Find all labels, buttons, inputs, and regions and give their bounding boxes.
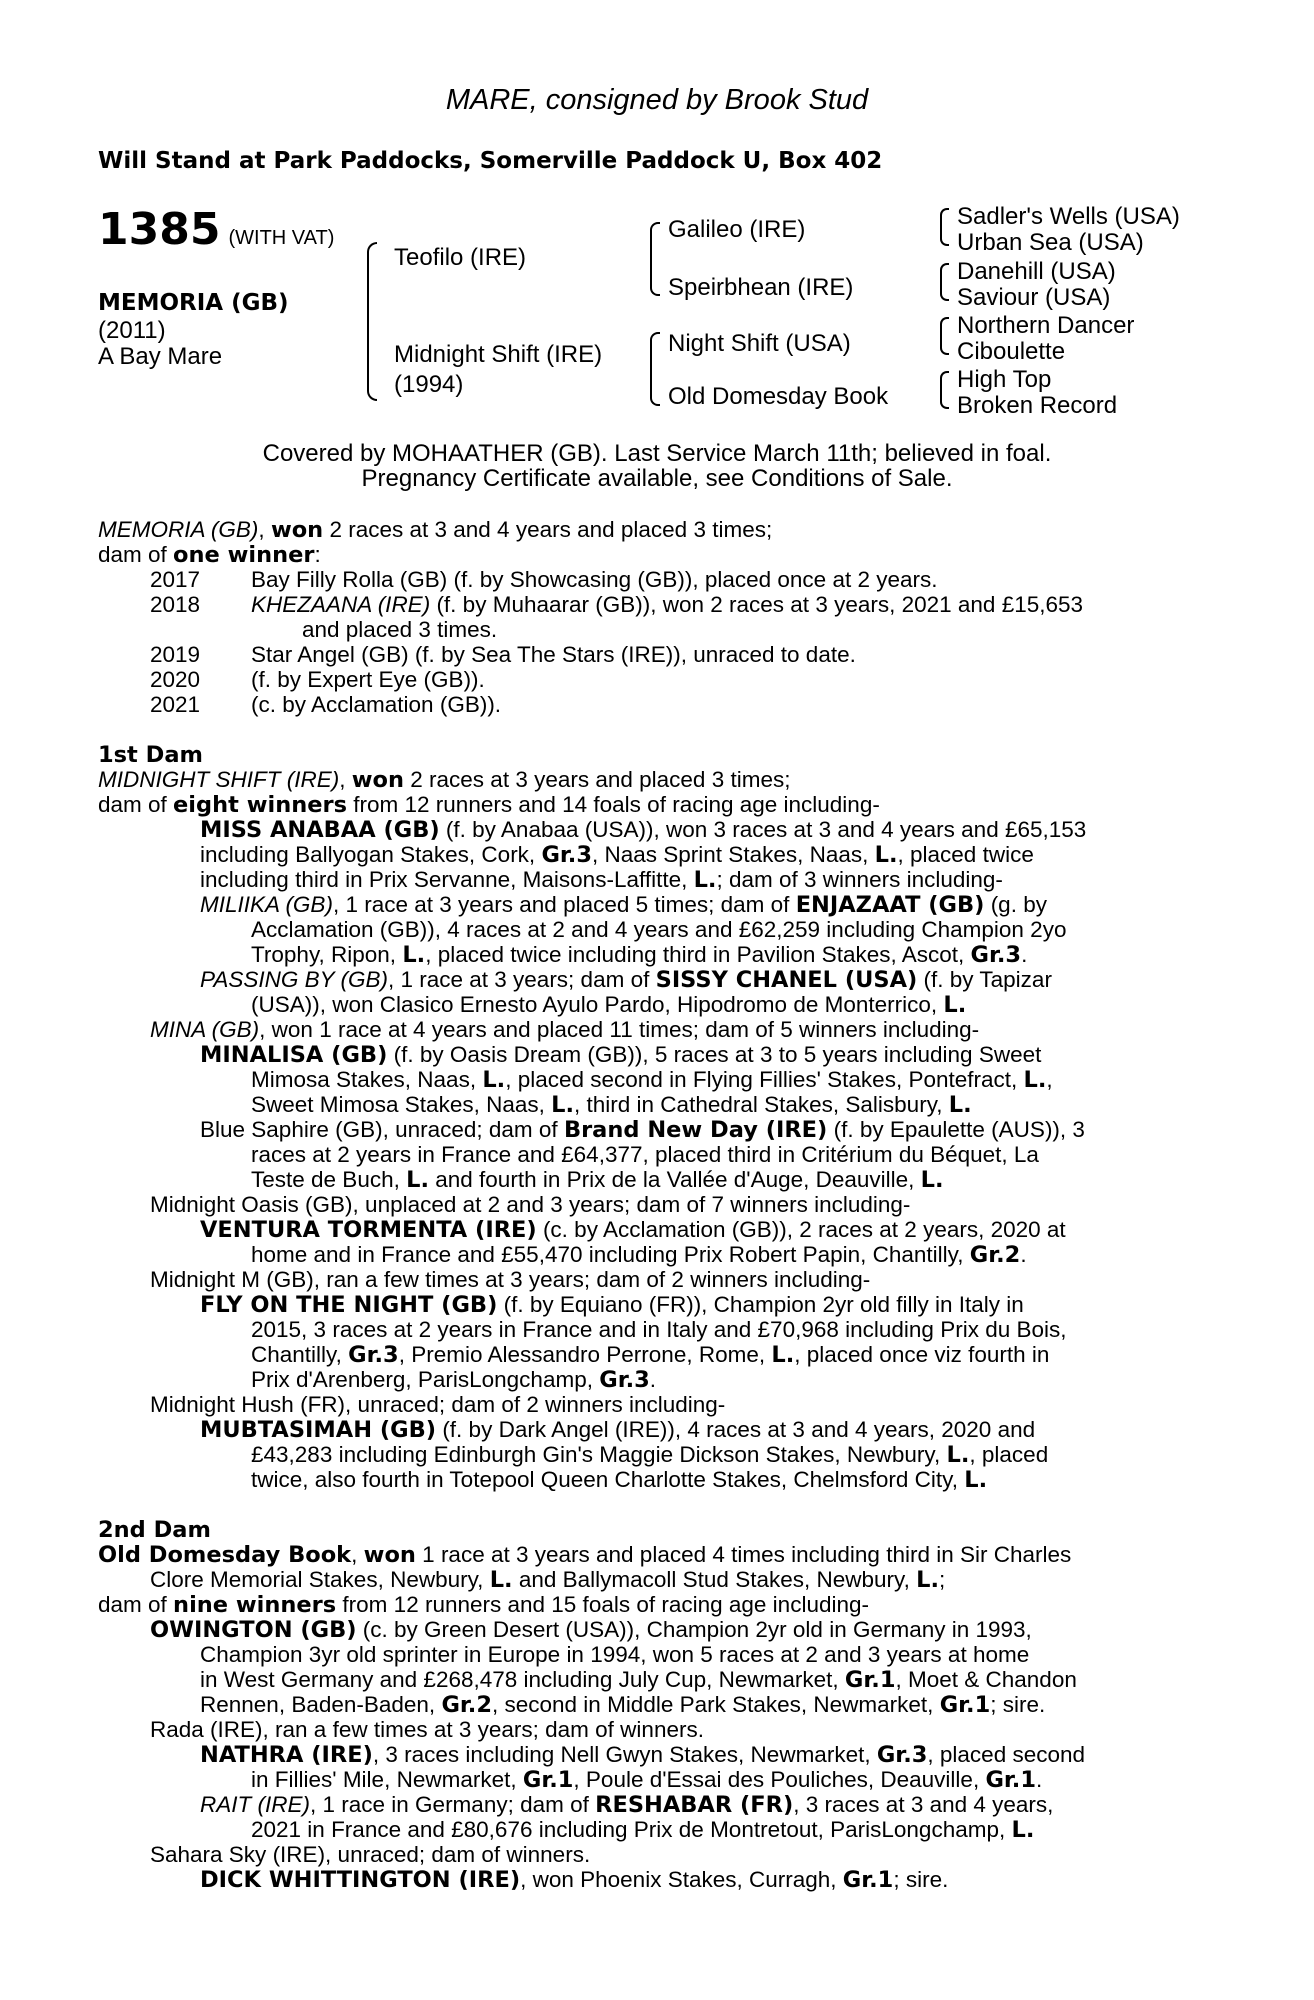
runners: from 12 runners and 15 foals of racing age including-: [336, 1592, 869, 1617]
sire-dam-sire: Danehill (USA): [957, 258, 1116, 285]
covered-line-2: Pregnancy Certificate available, see Conditions of Sale.: [361, 465, 953, 492]
enjazaat-name: ENJAZAAT (GB): [795, 892, 985, 918]
text: , Naas Sprint Stakes, Naas,: [592, 842, 875, 867]
listed-mark: L.: [948, 1092, 972, 1118]
text: ; sire.: [893, 1867, 949, 1892]
rait-name: RAIT (IRE): [200, 1792, 310, 1817]
minalisa-line-2: [251, 1067, 1053, 1094]
text: .: [1036, 1767, 1043, 1792]
horse-description: A Bay Mare: [98, 343, 223, 370]
text: Rennen, Baden-Baden,: [200, 1692, 442, 1717]
listed-mark: L.: [693, 867, 717, 893]
text: (f. by Tapizar: [917, 967, 1052, 992]
mubtasimah-line-1: [200, 1417, 1035, 1444]
produce-line-1: [98, 517, 772, 544]
blue-saphire-line-3: [251, 1167, 944, 1194]
text: (c. by Acclamation (GB)), 2 races at 2 years, 2020 at: [536, 1217, 1066, 1242]
text: , won 1 race at 4 years and placed 11 times; dam of 5 winners including-: [259, 1017, 980, 1042]
text: .: [1021, 942, 1028, 967]
pedigree-brace-ss: [940, 208, 949, 246]
first-dam-name: MIDNIGHT SHIFT (IRE): [98, 767, 340, 792]
text: twice, also fourth in Totepool Queen Charlotte Stakes, Chelmsford City,: [251, 1467, 965, 1492]
second-dam-line-3: [98, 1592, 869, 1619]
nathra-line-2: [251, 1767, 1042, 1794]
dam-dam: Old Domesday Book: [668, 383, 889, 410]
text: , placed twice including third in Pavilion Stakes, Ascot,: [425, 942, 971, 967]
produce-year: 2020: [150, 667, 201, 692]
text: (f. by Epaulette (AUS)), 3: [827, 1117, 1085, 1142]
group-1-mark: Gr.1: [842, 1867, 894, 1893]
text: , Premio Alessandro Perrone, Rome,: [398, 1342, 772, 1367]
text: , placed once viz fourth in: [794, 1342, 1050, 1367]
text: Chantilly,: [251, 1342, 349, 1367]
text: ;: [939, 1567, 946, 1592]
midnight-hush-line: Midnight Hush (FR), unraced; dam of 2 winners including-: [150, 1392, 726, 1417]
sep: ,: [351, 1542, 364, 1567]
listed-mark: L.: [920, 1167, 944, 1193]
text: Sweet Mimosa Stakes, Naas,: [251, 1092, 552, 1117]
fly-on-line-2: 2015, 3 races at 2 years in France and in Italy and £70,968 including Prix du Bois,: [251, 1317, 1067, 1342]
text: and Ballymacoll Stud Stakes, Newbury,: [512, 1567, 917, 1592]
fly-on-the-night-name: FLY ON THE NIGHT (GB): [200, 1292, 498, 1318]
produce-item: [251, 592, 1083, 618]
produce-dam-of: dam of: [98, 542, 174, 567]
listed-mark: L.: [946, 1442, 970, 1468]
dick-whittington-line: [200, 1867, 948, 1894]
blue-saphire-line-1: [200, 1117, 1085, 1144]
winners-count: eight winners: [173, 792, 348, 818]
text: 2021 in France and £80,676 including Prix de Montretout, ParisLongchamp,: [251, 1817, 1012, 1842]
text: and fourth in Prix de la Vallée d'Auge, Deauville,: [429, 1167, 921, 1192]
text: (f. by Dark Angel (IRE)), 4 races at 3 and 4 years, 2020 and: [436, 1417, 1036, 1442]
page-title: MARE, consigned by Brook Stud: [445, 84, 869, 116]
minalisa-name: MINALISA (GB): [200, 1042, 388, 1068]
dick-whittington-name: DICK WHITTINGTON (IRE): [200, 1867, 521, 1893]
group-2-mark: Gr.2: [441, 1692, 492, 1718]
owington-name: OWINGTON (GB): [150, 1617, 357, 1643]
dam-of: dam of: [98, 792, 174, 817]
listed-mark: L.: [406, 1167, 429, 1193]
produce-year: 2017: [150, 567, 201, 592]
text: including third in Prix Servanne, Maisons-Laffitte,: [200, 867, 694, 892]
group-2-mark: Gr.2: [969, 1242, 1021, 1268]
mubtasimah-line-2: [251, 1442, 1048, 1469]
text: , 3 races including Nell Gwyn Stakes, Newmarket,: [372, 1742, 877, 1767]
minalisa-line-1: [200, 1042, 1041, 1069]
text: (f. by Equiano (FR)), Champion 2yr old filly in Italy in: [497, 1292, 1024, 1317]
second-dam-name: Old Domesday Book: [98, 1542, 352, 1568]
sire-sire: Galileo (IRE): [668, 216, 806, 243]
sire-sire-sire: Sadler's Wells (USA): [957, 203, 1180, 230]
produce-horse-name: MEMORIA (GB): [98, 517, 259, 542]
produce-item: Star Angel (GB) (f. by Sea The Stars (IRE)), unraced to date.: [251, 642, 856, 667]
ventura-line-1: [200, 1217, 1066, 1244]
sissy-chanel-name: SISSY CHANEL (USA): [655, 967, 918, 993]
group-1-mark: Gr.1: [985, 1767, 1037, 1793]
dam-dam-dam: Broken Record: [957, 392, 1118, 419]
nathra-line-1: [200, 1742, 1085, 1769]
text: , 3 races at 3 and 4 years,: [793, 1792, 1054, 1817]
dam-sire-sire: Northern Dancer: [957, 312, 1135, 339]
text: in West Germany and £268,478 including July Cup, Newmarket,: [200, 1667, 845, 1692]
pedigree-brace-dam: [650, 332, 660, 406]
listed-mark: L.: [916, 1567, 939, 1593]
group-1-mark: Gr.1: [844, 1667, 896, 1693]
owington-line-2: Champion 3yr old sprinter in Europe in 1994, won 5 races at 2 and 3 years at home: [200, 1642, 1030, 1667]
won: won: [351, 767, 405, 793]
pedigree-brace-dd: [940, 371, 949, 409]
group-1-mark: Gr.1: [522, 1767, 574, 1793]
fly-on-line-3: [251, 1342, 1049, 1369]
covered-line-1: Covered by MOHAATHER (GB). Last Service March 11th; believed in foal.: [262, 440, 1052, 467]
pedigree-brace-sd: [940, 263, 949, 301]
miss-anabaa-name: MISS ANABAA (GB): [200, 817, 440, 843]
produce-sep: ,: [258, 517, 271, 542]
midnight-oasis-line: Midnight Oasis (GB), unplaced at 2 and 3 years; dam of 7 winners including-: [150, 1192, 911, 1217]
listed-mark: L.: [874, 842, 898, 868]
pedigree-brace-sire: [650, 222, 660, 296]
text: Teste de Buch,: [251, 1167, 407, 1192]
text: Clore Memorial Stakes, Newbury,: [150, 1567, 490, 1592]
text: , 1 race at 3 years; dam of: [387, 967, 656, 992]
text: , placed twice: [897, 842, 1034, 867]
group-3-mark: Gr.3: [970, 942, 1022, 968]
text: , 1 race in Germany; dam of: [310, 1792, 596, 1817]
dam-sire-dam: Ciboulette: [957, 338, 1066, 365]
text: (f. by Anabaa (USA)), won 3 races at 3 and 4 years and £65,153: [439, 817, 1087, 842]
ventura-line-2: [251, 1242, 1027, 1269]
reshabar-name: RESHABAR (FR): [595, 1792, 794, 1818]
text: Prix d'Arenberg, ParisLongchamp,: [251, 1367, 600, 1392]
listed-mark: L.: [964, 1467, 988, 1493]
text: Trophy, Ripon,: [251, 942, 403, 967]
minalisa-line-3: [251, 1092, 972, 1119]
sire: Teofilo (IRE): [394, 244, 527, 271]
sep: ,: [339, 767, 352, 792]
midnight-m-line: Midnight M (GB), ran a few times at 3 years; dam of 2 winners including-: [150, 1267, 871, 1292]
listed-mark: L.: [402, 942, 426, 968]
group-3-mark: Gr.3: [348, 1342, 399, 1368]
dam-sire: Night Shift (USA): [668, 330, 851, 357]
produce-item: Bay Filly Rolla (GB) (f. by Showcasing (GB)), placed once at 2 years.: [251, 567, 938, 592]
mubtasimah-line-3: [251, 1467, 987, 1494]
winners-count: nine winners: [173, 1592, 337, 1618]
produce-year: 2019: [150, 642, 201, 667]
produce-item-cont: and placed 3 times.: [302, 617, 498, 642]
passing-by-line-1: [200, 967, 1052, 994]
rada-line: Rada (IRE), ran a few times at 3 years; dam of winners.: [150, 1717, 704, 1742]
group-3-mark: Gr.3: [599, 1367, 650, 1393]
miliika-line-1: [200, 892, 1047, 919]
owington-line-1: [150, 1617, 1032, 1644]
runners: from 12 runners and 14 foals of racing age including-: [347, 792, 880, 817]
blue-saphire-line-2: races at 2 years in France and £64,377, placed third in Critérium du Béquet, La: [251, 1142, 1039, 1167]
owington-line-3: [200, 1667, 1077, 1694]
group-1-mark: Gr.1: [939, 1692, 991, 1718]
rait-line-2: [251, 1817, 1034, 1844]
rait-line-1: [200, 1792, 1053, 1819]
text: home and in France and £55,470 including Prix Robert Papin, Chantilly,: [251, 1242, 970, 1267]
text: ; dam of 3 winners including-: [716, 867, 1003, 892]
listed-mark: L.: [1011, 1817, 1035, 1843]
produce-item: (f. by Expert Eye (GB)).: [251, 667, 485, 692]
produce-item-text: (f. by Muhaarar (GB)), won 2 races at 3 years, 2021 and £15,653: [430, 592, 1084, 617]
miss-anabaa-line-3: [200, 867, 1003, 894]
produce-year: 2021: [150, 692, 201, 717]
second-dam-heading: 2nd Dam: [98, 1517, 211, 1543]
group-3-mark: Gr.3: [541, 842, 592, 868]
nathra-name: NATHRA (IRE): [200, 1742, 373, 1768]
text: Mimosa Stakes, Naas,: [251, 1067, 483, 1092]
miss-anabaa-line-1: [200, 817, 1086, 844]
produce-item-name: KHEZAANA (IRE): [251, 592, 431, 617]
listed-mark: L.: [482, 1067, 506, 1093]
lot-number: 1385: [98, 204, 221, 255]
passing-by-name: PASSING BY (GB): [200, 967, 388, 992]
produce-winners: one winner: [173, 542, 315, 568]
horse-name: MEMORIA (GB): [98, 290, 289, 316]
second-dam-line-1: [98, 1542, 1071, 1569]
miliika-name: MILIIKA (GB): [200, 892, 333, 917]
dam: Midnight Shift (IRE): [394, 341, 603, 368]
vat-note: (WITH VAT): [228, 227, 335, 249]
group-3-mark: Gr.3: [876, 1742, 928, 1768]
listed-mark: L.: [551, 1092, 575, 1118]
produce-won: won: [270, 517, 324, 543]
dam-dam-sire: High Top: [957, 366, 1052, 393]
record: 2 races at 3 years and placed 3 times;: [404, 767, 791, 792]
text: , third in Cathedral Stakes, Salisbury,: [574, 1092, 949, 1117]
text: in Fillies' Mile, Newmarket,: [251, 1767, 523, 1792]
lot-number-line: [98, 204, 334, 255]
listed-mark: L.: [943, 992, 967, 1018]
mina-name: MINA (GB): [150, 1017, 260, 1042]
miliika-line-2: Acclamation (GB)), 4 races at 2 and 4 years and £62,259 including Champion 2yo: [251, 917, 1067, 942]
listed-mark: L.: [489, 1567, 513, 1593]
text: , placed second in Flying Fillies' Stakes, Pontefract,: [505, 1067, 1024, 1092]
text: , Moet & Chandon: [895, 1667, 1077, 1692]
text: .: [649, 1367, 657, 1392]
mina-line-1: [150, 1017, 979, 1043]
pedigree-brace-main: [367, 242, 377, 401]
dam-year: (1994): [394, 371, 464, 398]
sire-sire-dam: Urban Sea (USA): [957, 229, 1144, 256]
text: , 1 race at 3 years and placed 5 times; dam of: [332, 892, 796, 917]
text: , won Phoenix Stakes, Curragh,: [520, 1867, 843, 1892]
first-dam-line-1: [98, 767, 790, 794]
text: 1 race at 3 years and placed 4 times including third in Sir Charles: [415, 1542, 1072, 1567]
text: Blue Saphire (GB), unraced; dam of: [200, 1117, 564, 1142]
first-dam-line-2: [98, 792, 880, 819]
owington-line-4: [200, 1692, 1045, 1719]
text: (c. by Green Desert (USA)), Champion 2yr old in Germany in 1993,: [356, 1617, 1032, 1642]
text: £43,283 including Edinburgh Gin's Maggie Dickson Stakes, Newbury,: [251, 1442, 947, 1467]
text: , placed: [969, 1442, 1049, 1467]
horse-year: (2011): [98, 317, 166, 344]
mubtasimah-name: MUBTASIMAH (GB): [200, 1417, 437, 1443]
first-dam-heading: 1st Dam: [98, 742, 203, 768]
brand-new-day-name: Brand New Day (IRE): [563, 1117, 828, 1143]
text: .: [1020, 1242, 1027, 1267]
fly-on-line-4: [251, 1367, 656, 1394]
ventura-name: VENTURA TORMENTA (IRE): [200, 1217, 537, 1243]
produce-line-2: [98, 542, 321, 569]
miss-anabaa-line-2: [200, 842, 1034, 869]
text: including Ballyogan Stakes, Cork,: [200, 842, 542, 867]
produce-colon: :: [314, 542, 321, 567]
text: ; sire.: [990, 1692, 1046, 1717]
listed-mark: L.: [771, 1342, 795, 1368]
passing-by-line-2: [251, 992, 966, 1019]
text: , Poule d'Essai des Pouliches, Deauville,: [573, 1767, 986, 1792]
sahara-sky-line: Sahara Sky (IRE), unraced; dam of winners.: [150, 1842, 591, 1867]
fly-on-line-1: [200, 1292, 1024, 1319]
produce-year: 2018: [150, 592, 201, 617]
text: (USA)), won Clasico Ernesto Ayulo Pardo, Hipodromo de Monterrico,: [251, 992, 944, 1017]
dam-of: dam of: [98, 1592, 174, 1617]
sire-dam-dam: Saviour (USA): [957, 284, 1111, 311]
miliika-line-3: [251, 942, 1027, 969]
produce-item: (c. by Acclamation (GB)).: [251, 692, 502, 717]
text: , second in Middle Park Stakes, Newmarket,: [492, 1692, 940, 1717]
pedigree-brace-ds: [940, 317, 949, 355]
text: ,: [1046, 1067, 1053, 1092]
produce-record: 2 races at 3 and 4 years and placed 3 times;: [323, 517, 773, 542]
listed-mark: L.: [1023, 1067, 1047, 1093]
sire-dam: Speirbhean (IRE): [668, 274, 854, 301]
text: (g. by: [984, 892, 1047, 917]
second-dam-line-2: [150, 1567, 945, 1594]
won: won: [363, 1542, 416, 1568]
text: , placed second: [927, 1742, 1086, 1767]
stand-location: Will Stand at Park Paddocks, Somerville Paddock U, Box 402: [98, 148, 883, 174]
text: (f. by Oasis Dream (GB)), 5 races at 3 to 5 years including Sweet: [387, 1042, 1042, 1067]
